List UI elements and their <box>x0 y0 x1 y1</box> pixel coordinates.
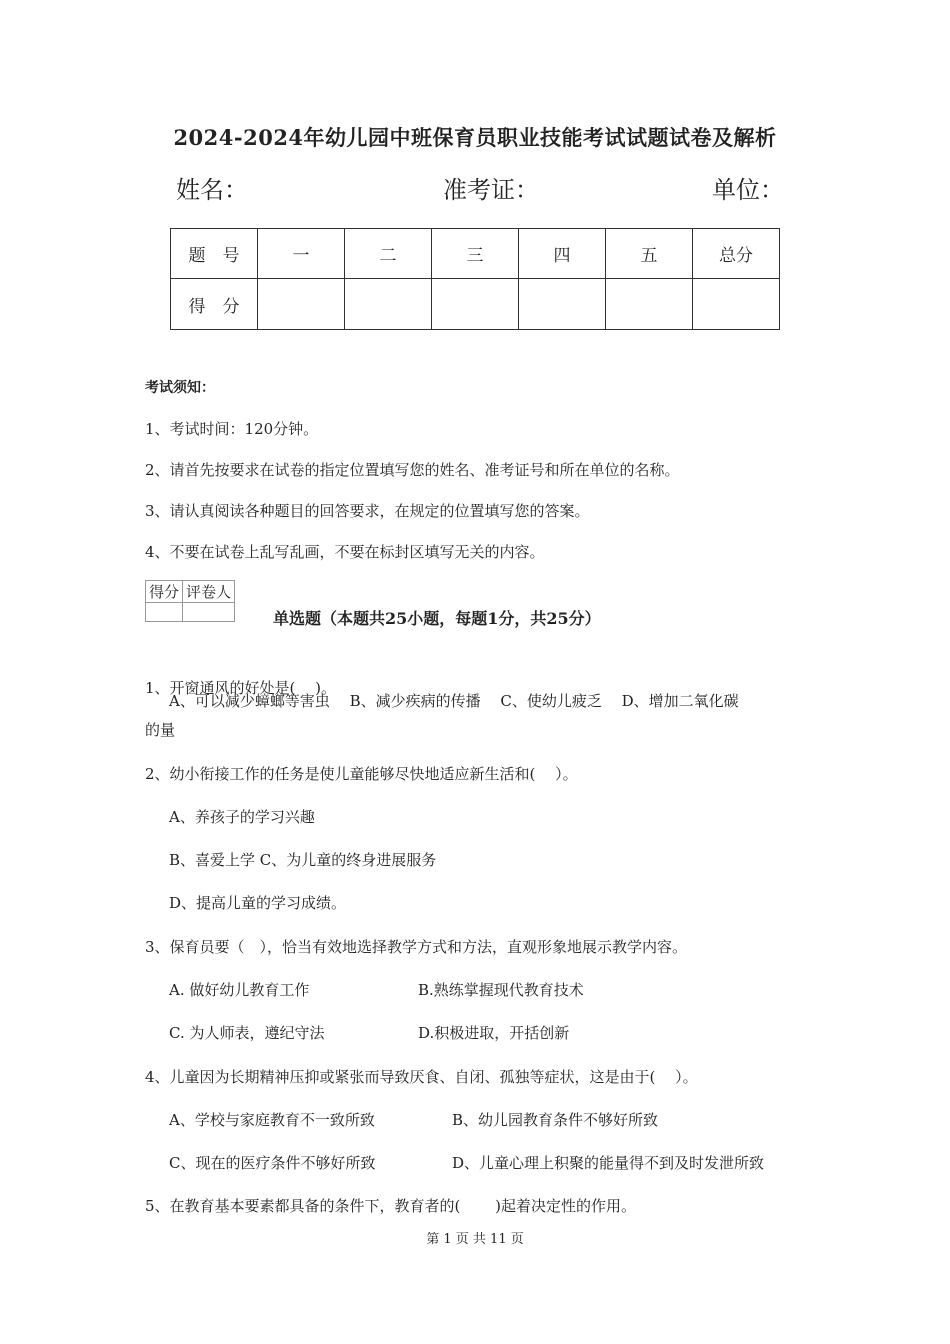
question-3-option-a: A. 做好幼儿教育工作 <box>169 981 310 999</box>
section-title: 单选题（本题共25小题，每题1分，共25分） <box>273 609 601 628</box>
question-3-stem: 3、保育员要（ ），恰当有效地选择教学方式和方法，直观形象地展示教学内容。 <box>145 938 688 956</box>
page-footer: 第 1 页 共 11 页 <box>426 1232 524 1247</box>
notice-title: 考试须知： <box>145 380 215 396</box>
grader-score-cell[interactable] <box>146 603 183 622</box>
score-header-label: 题 号 <box>171 229 258 279</box>
question-4-option-b: B、幼儿园教育条件不够好所致 <box>452 1111 659 1129</box>
score-header-total: 总分 <box>693 229 780 279</box>
notice-item-4: 4、不要在试卷上乱写乱画，不要在标封区填写无关的内容。 <box>145 543 545 561</box>
question-2-option-d: D、提高儿童的学习成绩。 <box>169 894 347 912</box>
score-cell-1[interactable] <box>258 279 345 330</box>
score-table <box>170 228 780 330</box>
question-5-stem: 5、在教育基本要素都具备的条件下，教育者的( )起着决定性的作用。 <box>145 1197 637 1215</box>
notice-item-3: 3、请认真阅读各种题目的回答要求，在规定的位置填写您的答案。 <box>145 502 590 520</box>
score-table-score-row <box>171 279 780 330</box>
score-header-5: 五 <box>606 229 693 279</box>
unit-field-label: 单位： <box>712 176 784 204</box>
grader-box <box>145 580 235 622</box>
question-4-stem: 4、儿童因为长期精神压抑或紧张而导致厌食、自闭、孤独等症状，这是由于( ）。 <box>145 1068 698 1086</box>
score-table-header-row <box>171 229 780 279</box>
question-3-option-c: C. 为人师表，遵纪守法 <box>169 1024 325 1042</box>
question-4-option-c: C、现在的医疗条件不够好所致 <box>169 1154 376 1172</box>
grader-reviewer-cell[interactable] <box>183 603 235 622</box>
grader-reviewer-label: 评卷人 <box>183 581 235 603</box>
question-2-option-bc: B、喜爱上学 C、为儿童的终身进展服务 <box>169 851 437 869</box>
grader-score-label: 得分 <box>146 581 183 603</box>
question-4-option-d: D、儿童心理上积聚的能量得不到及时发泄所致 <box>452 1154 765 1172</box>
question-1-options: A、可以减少蟑螂等害虫 B、减少疾病的传播 C、使幼儿疲乏 D、增加二氧化碳 <box>169 692 739 710</box>
question-3-option-b: B.熟练掌握现代教育技术 <box>418 981 584 999</box>
question-2-stem: 2、幼小衔接工作的任务是使儿童能够尽快地适应新生活和( ）。 <box>145 765 578 783</box>
score-cell-2[interactable] <box>345 279 432 330</box>
score-cell-3[interactable] <box>432 279 519 330</box>
score-cell-5[interactable] <box>606 279 693 330</box>
document-title: 2024-2024年幼儿园中班保育员职业技能考试试题试卷及解析 <box>173 125 777 150</box>
score-header-4: 四 <box>519 229 606 279</box>
score-row-label: 得 分 <box>171 279 258 330</box>
score-header-3: 三 <box>432 229 519 279</box>
notice-item-2: 2、请首先按要求在试卷的指定位置填写您的姓名、准考证号和所在单位的名称。 <box>145 461 680 479</box>
question-1-stem: 1、开窗通风的好处是( )。 <box>145 679 337 697</box>
score-header-1: 一 <box>258 229 345 279</box>
score-header-2: 二 <box>345 229 432 279</box>
name-field-label: 姓名： <box>176 176 248 204</box>
question-3-option-d: D.积极进取，开括创新 <box>418 1024 570 1042</box>
score-cell-4[interactable] <box>519 279 606 330</box>
notice-item-1: 1、考试时间：120分钟。 <box>145 420 319 438</box>
question-4-option-a: A、学校与家庭教育不一致所致 <box>169 1111 375 1129</box>
exam-id-field-label: 准考证： <box>443 176 539 204</box>
question-2-option-a: A、养孩子的学习兴趣 <box>169 808 315 826</box>
question-1-options-wrap: 的量 <box>145 721 176 739</box>
score-cell-total[interactable] <box>693 279 780 330</box>
